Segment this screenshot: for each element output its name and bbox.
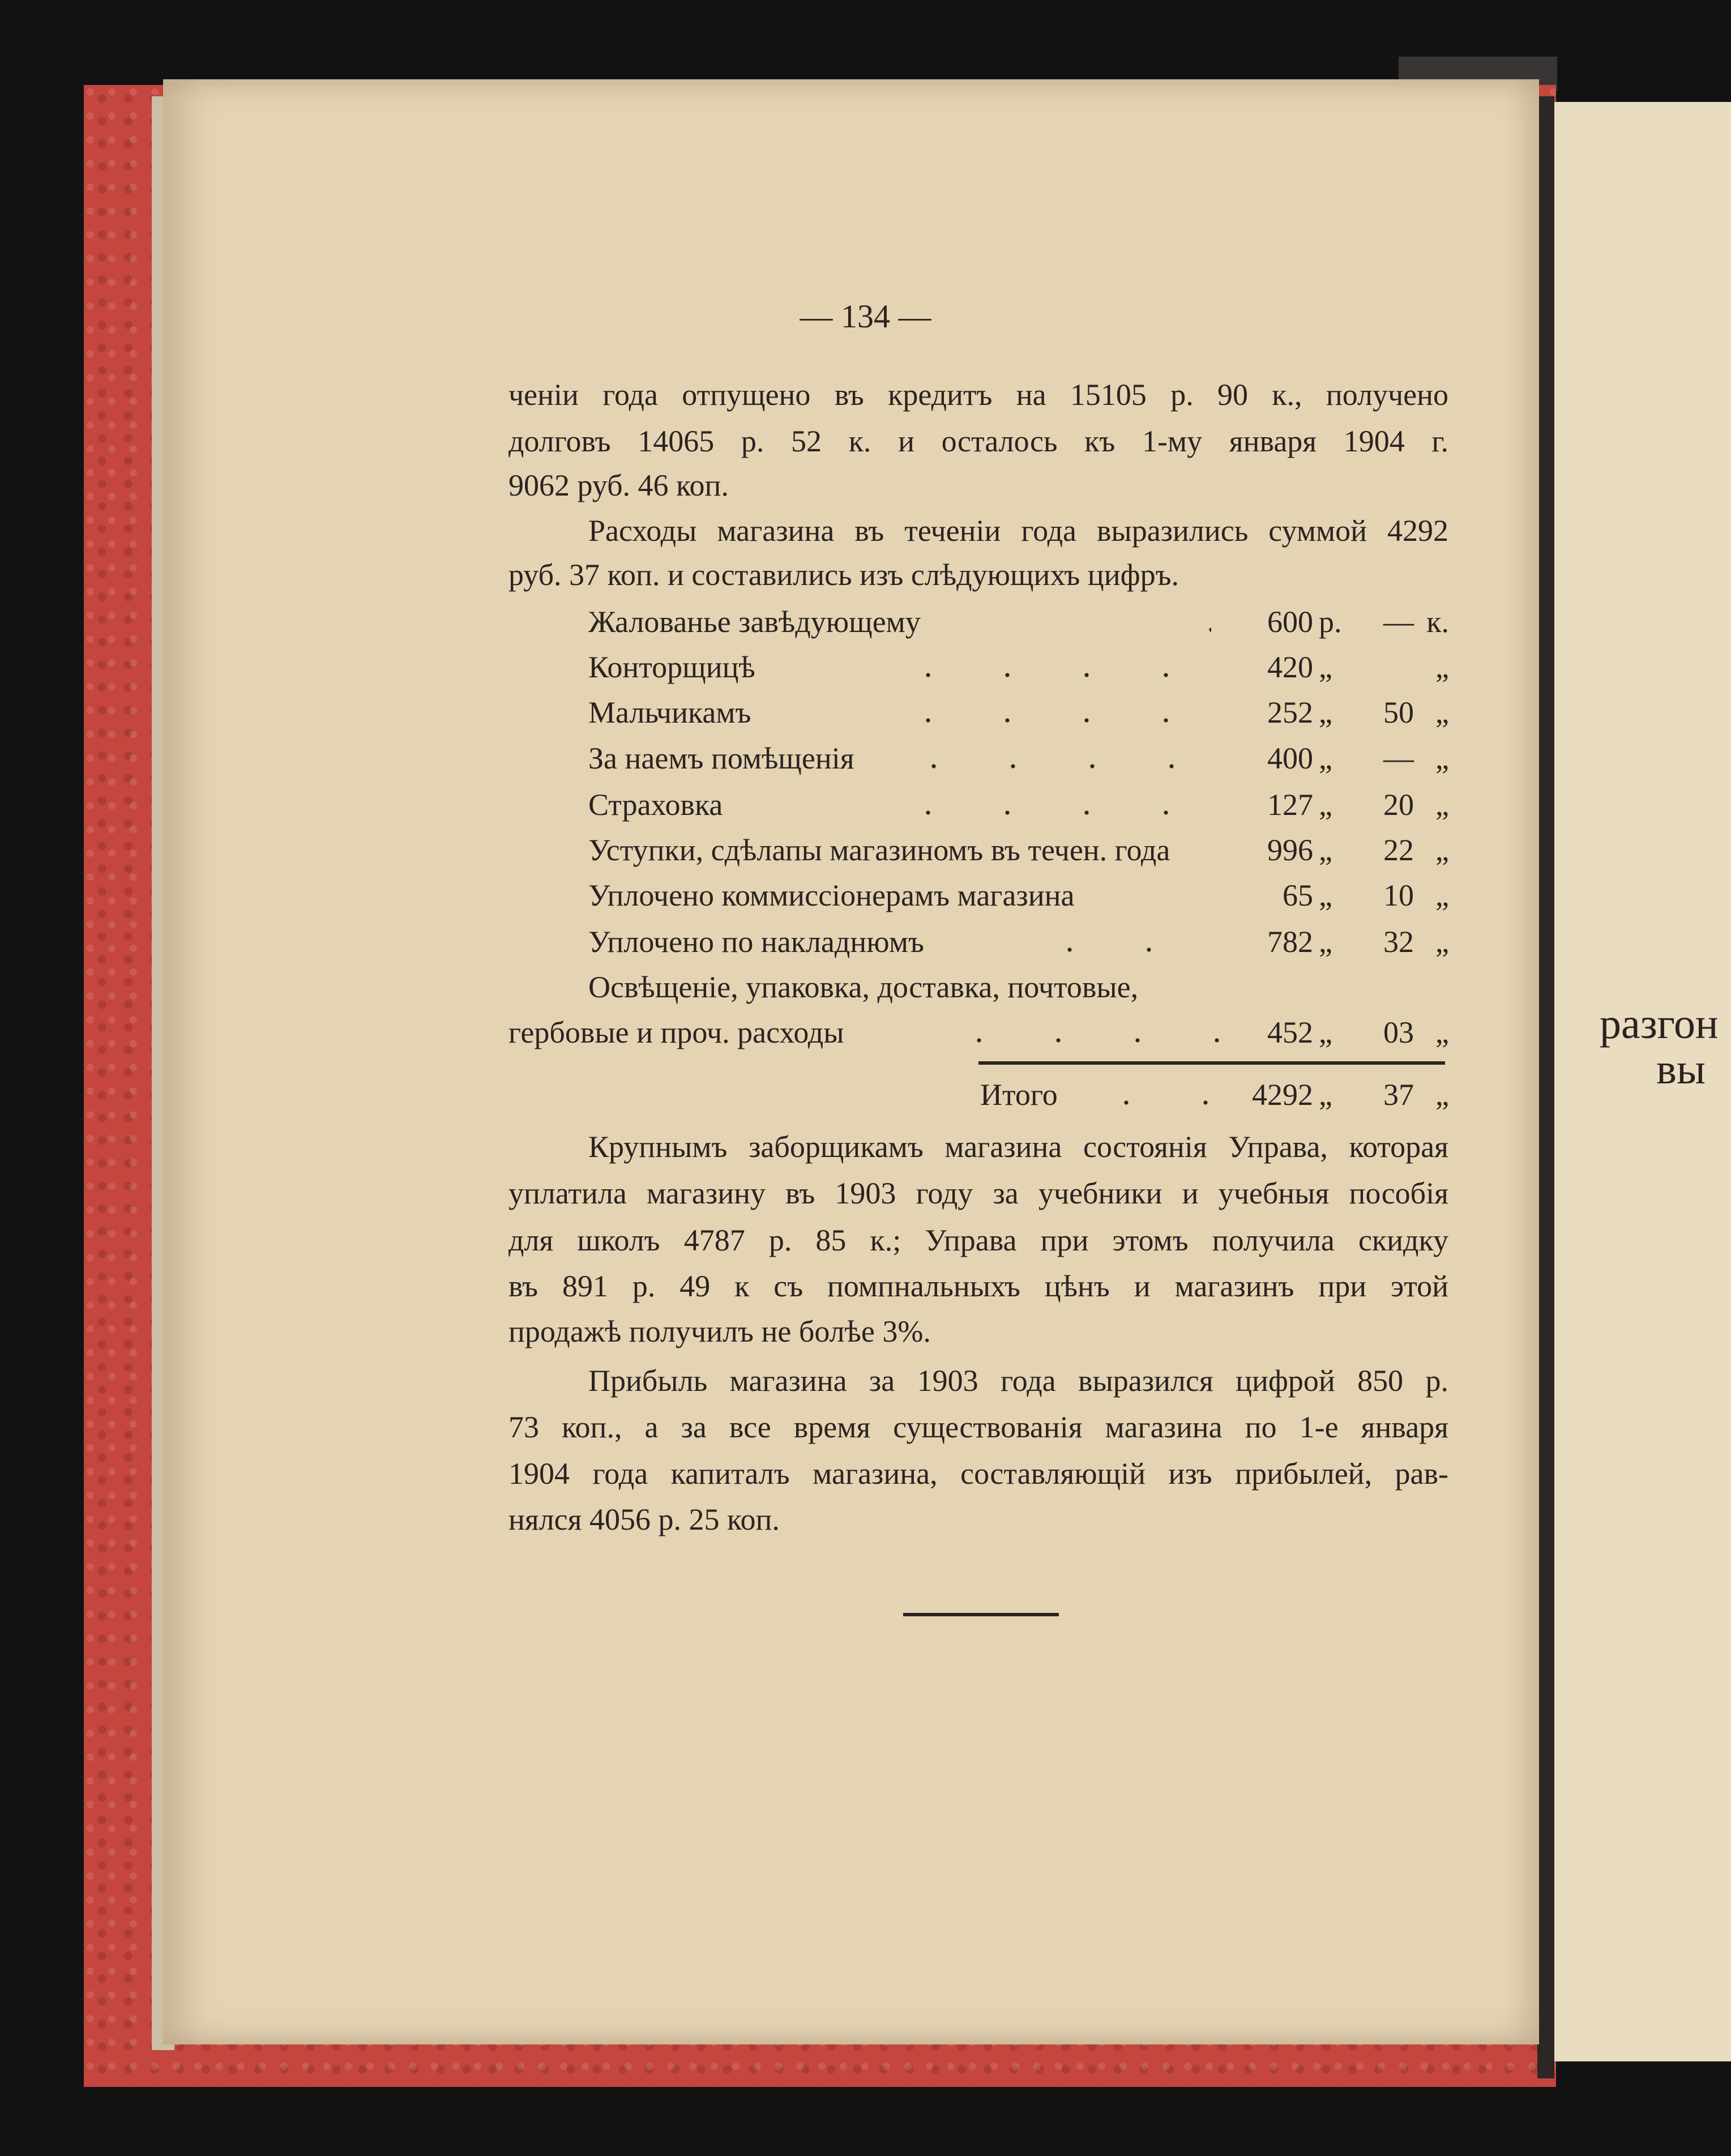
expense-rub-unit: „ (1319, 878, 1332, 912)
leader-dots (939, 1038, 1223, 1043)
expense-rub: 65 (1283, 878, 1313, 912)
expense-kop: — (1383, 741, 1414, 775)
expense-rub-unit: „ (1319, 833, 1332, 867)
text-line: руб. 37 коп. и составились изъ слѣдующихъ цифръ. (508, 558, 1179, 592)
expense-row (588, 601, 1449, 642)
expense-rub-unit: „ (1319, 695, 1332, 729)
text-line: Расходы магазина въ теченіи года выразились суммой 4292 (588, 514, 1448, 548)
text-line: уплатила магазину въ 1903 году за учебники и учебныя пособія (508, 1176, 1448, 1210)
text-line: 1904 года капиталъ магазина, составляющій изъ прибылей, рав- (508, 1457, 1448, 1491)
expense-rub: 252 (1267, 695, 1313, 729)
expense-kop: 20 (1383, 788, 1414, 822)
expense-label: Жалованье завѣдующему (588, 605, 921, 639)
right-page-text: вы (1656, 1045, 1706, 1093)
leader-dots (1200, 901, 1223, 906)
expense-row (588, 692, 1449, 733)
total-rub-unit: „ (1319, 1078, 1332, 1112)
expense-label: За наемъ помѣщенія (588, 741, 854, 775)
text-line: 73 коп., а за все время существованія магазина по 1-е января (508, 1410, 1448, 1444)
expense-rub: 127 (1267, 788, 1313, 822)
text-line: ченіи года отпущено въ кредитъ на 15105 р. 90 к., получено (508, 378, 1448, 412)
leader-dots (1172, 627, 1211, 632)
expense-label: Уплочено коммиссіонерамъ магазина (588, 878, 1075, 912)
total-row (588, 1074, 1449, 1115)
expense-kop-unit: „ (1435, 650, 1449, 684)
expense-row (588, 967, 1449, 1007)
expense-kop-unit: „ (1435, 878, 1449, 912)
end-rule (903, 1613, 1059, 1616)
expense-rub: 420 (1267, 650, 1313, 684)
expense-kop: 32 (1383, 925, 1414, 959)
expense-kop: — (1383, 605, 1414, 639)
expense-row (588, 738, 1449, 779)
expense-kop-unit: „ (1435, 741, 1449, 775)
expense-kop-unit: „ (1435, 788, 1449, 822)
expense-label: Уплочено по накладнюмъ (588, 925, 924, 959)
text-line: 9062 руб. 46 коп. (508, 468, 729, 502)
leader-dots (1087, 1100, 1217, 1105)
expense-kop: 22 (1383, 833, 1414, 867)
expense-label: Освѣщеніе, упаковка, доставка, почтовые, (588, 970, 1139, 1004)
total-rub: 4292 (1252, 1078, 1313, 1112)
expense-rub: 996 (1267, 833, 1313, 867)
total-rule (978, 1061, 1445, 1065)
leader-dots (888, 673, 1223, 677)
text-line: для школъ 4787 р. 85 к.; Управа при этомъ получила скидку (508, 1223, 1448, 1257)
expense-label: гербовые и проч. расходы (508, 1015, 844, 1049)
expense-row (588, 875, 1449, 916)
spine-gap (1537, 96, 1554, 2078)
expense-rub: 782 (1267, 925, 1313, 959)
right-page (1554, 102, 1731, 2061)
expense-row (588, 921, 1449, 962)
expense-kop: 50 (1383, 695, 1414, 729)
expense-rub: 452 (1267, 1015, 1313, 1049)
text-line: продажѣ получилъ не болѣе 3%. (508, 1314, 931, 1348)
expense-label: Страховка (588, 788, 723, 822)
expense-label: Конторщицѣ (588, 650, 755, 684)
expense-rub: 600 (1267, 605, 1313, 639)
expense-row (588, 784, 1449, 825)
expense-kop: 03 (1383, 1015, 1414, 1049)
leader-dots (894, 764, 1223, 769)
text-line: долговъ 14065 р. 52 к. и осталось къ 1-му января 1904 г. (508, 424, 1448, 458)
text-line: нялся 4056 р. 25 коп. (508, 1502, 780, 1536)
expense-rub: 400 (1267, 741, 1313, 775)
expense-rub-unit: р. (1319, 605, 1342, 639)
total-label: Итого (980, 1078, 1058, 1112)
text-line: Крупнымъ заборщикамъ магазина состоянія Управа, которая (588, 1130, 1448, 1164)
right-page-text: разгон (1600, 1000, 1719, 1048)
expense-rub-unit: „ (1319, 788, 1332, 822)
leader-dots (888, 718, 1223, 723)
text-line: въ 891 р. 49 к съ помпнальныхъ цѣнъ и магазинъ при этой (508, 1269, 1448, 1303)
expense-rub-unit: „ (1319, 1015, 1332, 1049)
expense-row (588, 830, 1449, 870)
expense-kop-unit: „ (1435, 695, 1449, 729)
expense-kop-unit: „ (1435, 833, 1449, 867)
total-kop: 37 (1383, 1078, 1414, 1112)
expense-row (588, 647, 1449, 688)
expense-kop-unit: „ (1435, 1015, 1449, 1049)
expense-rub-unit: „ (1319, 741, 1332, 775)
expense-row (508, 1012, 1449, 1053)
page-number: — 134 — (800, 298, 931, 335)
expense-kop-unit: „ (1435, 925, 1449, 959)
leader-dots (1030, 947, 1223, 952)
total-kop-unit: „ (1435, 1078, 1449, 1112)
expense-kop: 10 (1383, 878, 1414, 912)
expense-rub-unit: „ (1319, 925, 1332, 959)
text-line: Прибыль магазина за 1903 года выразился цифрой 850 р. (588, 1364, 1448, 1398)
expense-kop-unit: к. (1426, 605, 1449, 639)
expense-rub-unit: „ (1319, 650, 1332, 684)
expense-label: Уступки, сдѣлапы магазиномъ въ течен. года (588, 833, 1170, 867)
leader-dots (888, 810, 1223, 815)
expense-label: Мальчикамъ (588, 695, 751, 729)
